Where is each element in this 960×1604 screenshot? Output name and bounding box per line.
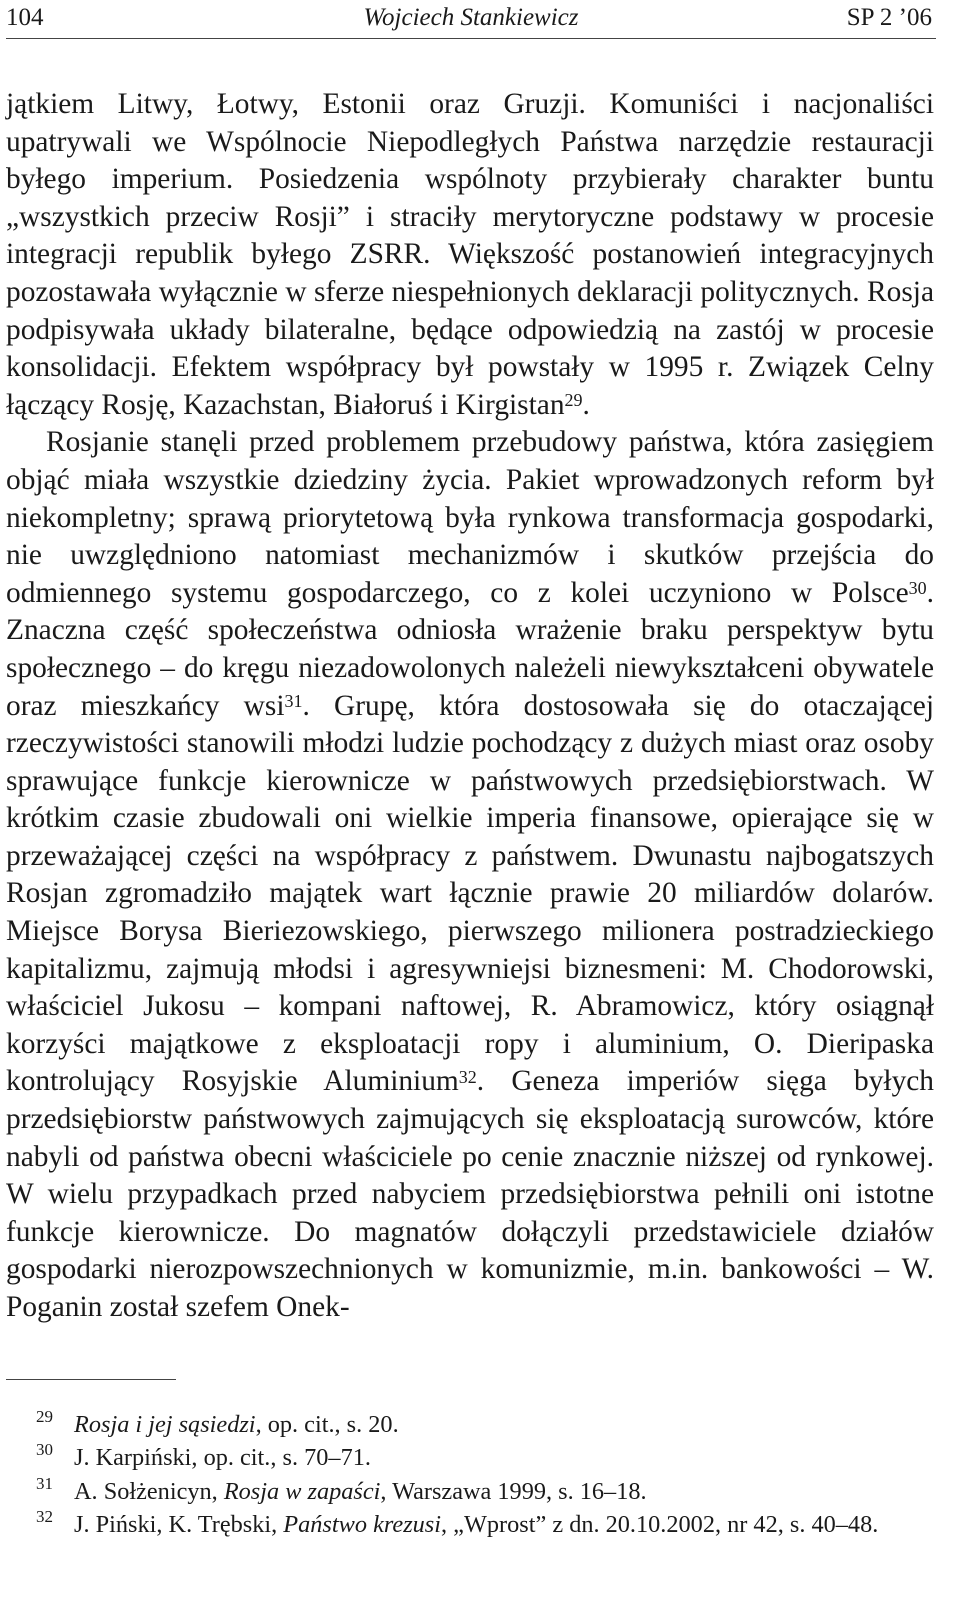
- text-run: jątkiem Litwy, Łotwy, Estonii oraz Gruzji. Komuniści i nacjonaliści upatrywali we Wspólnocie Niepodległych Państwa narzędzie restauracji byłego imperium. Posiedzenia wspólnoty przybierały charakter buntu „wszystkich przeciw Rosji” i straciły merytoryczne podstawy w procesie integracji republik byłego ZSRR. Większość postanowień integracyjnych pozostawała wyłącznie w sferze niespełnionych deklaracji politycznych. Rosja podpisywała układy bilateralne, będące odpowiedzią na zastój w procesie konsolidacji. Efektem współpracy był powstały w 1995 r. Związek Celny łączący Rosję, Kazachstan, Białoruś i Kirgistan: [6, 88, 934, 421]
- footnote-text-run: , Warszawa 1999, s. 16–18.: [380, 1477, 647, 1505]
- footnote-text: [36, 1475, 934, 1508]
- footnote-text-run: , „Wprost” z dn. 20.10.2002, nr 42, s. 40–48.: [441, 1511, 879, 1539]
- footnote-title: Państwo krezusi: [283, 1511, 442, 1539]
- footnote-text-run: A. Sołżenicyn,: [74, 1477, 224, 1505]
- footnote-text: [36, 1408, 934, 1441]
- text-run: Rosjanie stanęli przed problemem przebudowy państwa, która zasięgiem objąć miała wszystkie dziedziny życia. Pakiet wprowadzonych reform był niekompletny; sprawą priorytetową była rynkowa transformacja gospodarki, nie uwzględniono natomiast mechanizmów i skutków przejścia do odmiennego systemu gospodarczego, co z kolei uczyniono w Polsce: [6, 426, 934, 609]
- footnote-30: [6, 1441, 934, 1474]
- footnote-title: Rosja w zapaści: [223, 1477, 381, 1505]
- footnote-ref-32: 32: [458, 1066, 477, 1087]
- running-header: [6, 0, 936, 39]
- footnote-ref-29: 29: [564, 389, 583, 410]
- text-run: . Grupę, która dostosowała się do otaczającej rzeczywistości stanowili młodzi ludzie pochodzący z dużych miast oraz osoby sprawujące funkcje kierownicze w państwowych przedsiębiorstwach. W krótkim czasie zbudowali oni wielkie imperia finansowe, opierające się w przeważającej części na współpracy z państwem. Dwunastu najbogatszych Rosjan zgromadziło majątek wart łącznie prawie 20 miliardów dolarów. Miejsce Borysa Bieriezowskiego, pierwszego milionera postradzieckiego kapitalizmu, zajmują młodsi i agresywniejsi biznesmeni: M. Chodorowski, właściciel Jukosu – kompani naftowej, R. Abramowicz, który osiągnął korzyści majątkowe z eksploatacji ropy i aluminium, O. Dieripaska kontrolujący Rosyjskie Aluminium: [6, 689, 935, 1098]
- page-number: 104: [6, 4, 44, 31]
- text-run: . Znaczna część społeczeństwa odniosła wrażenie braku perspektyw bytu społecznego – do kręgu niezadowolonych należeli niewykształceni obywatele oraz mieszkańcy wsi: [6, 576, 934, 722]
- footnote-text-run: , op. cit., s. 20.: [255, 1411, 399, 1438]
- footnotes: [6, 1408, 934, 1542]
- paragraph-1: [6, 86, 934, 424]
- footnote-text-run: J. Karpiński, op. cit., s. 70–71.: [74, 1444, 371, 1472]
- footnote-31: [6, 1475, 934, 1508]
- footnote-ref-31: 31: [284, 690, 303, 711]
- paragraph-2: [6, 424, 934, 1326]
- footnote-separator: [6, 1379, 176, 1380]
- footnote-number: 30: [36, 1440, 53, 1460]
- running-author: Wojciech Stankiewicz: [363, 4, 579, 31]
- footnote-number: 29: [36, 1407, 53, 1426]
- text-run: .: [582, 388, 590, 421]
- body-text: [6, 86, 934, 1327]
- footnote-text: [36, 1441, 934, 1474]
- footnote-32: [6, 1508, 934, 1541]
- footnote-text: [6, 1508, 934, 1541]
- footnote-ref-30: 30: [908, 577, 927, 598]
- footnote-number: 32: [36, 1507, 53, 1527]
- footnote-number: 31: [36, 1473, 53, 1493]
- text-run: . Geneza imperiów sięga byłych przedsiębiorstw państwowych zajmujących się eksploatacją surowców, które nabyli od państwa obecni właściciele po cenie znacznie niższej od rynkowej. W wielu przypadkach przed nabyciem przedsiębiorstwa pełnili oni istotne funkcje kierownicze. Do magnatów dołączyli przedstawiciele działów gospodarki nierozpowszechnionych w komunizmie, m.in. bankowości – W. Poganin został szefem Onek-: [6, 1065, 935, 1323]
- journal-issue: SP 2 ’06: [846, 4, 932, 31]
- footnote-text-run: J. Piński, K. Trębski,: [74, 1511, 284, 1539]
- footnote-title: Rosja i jej sąsiedzi: [74, 1411, 256, 1438]
- footnote-29: [6, 1408, 934, 1441]
